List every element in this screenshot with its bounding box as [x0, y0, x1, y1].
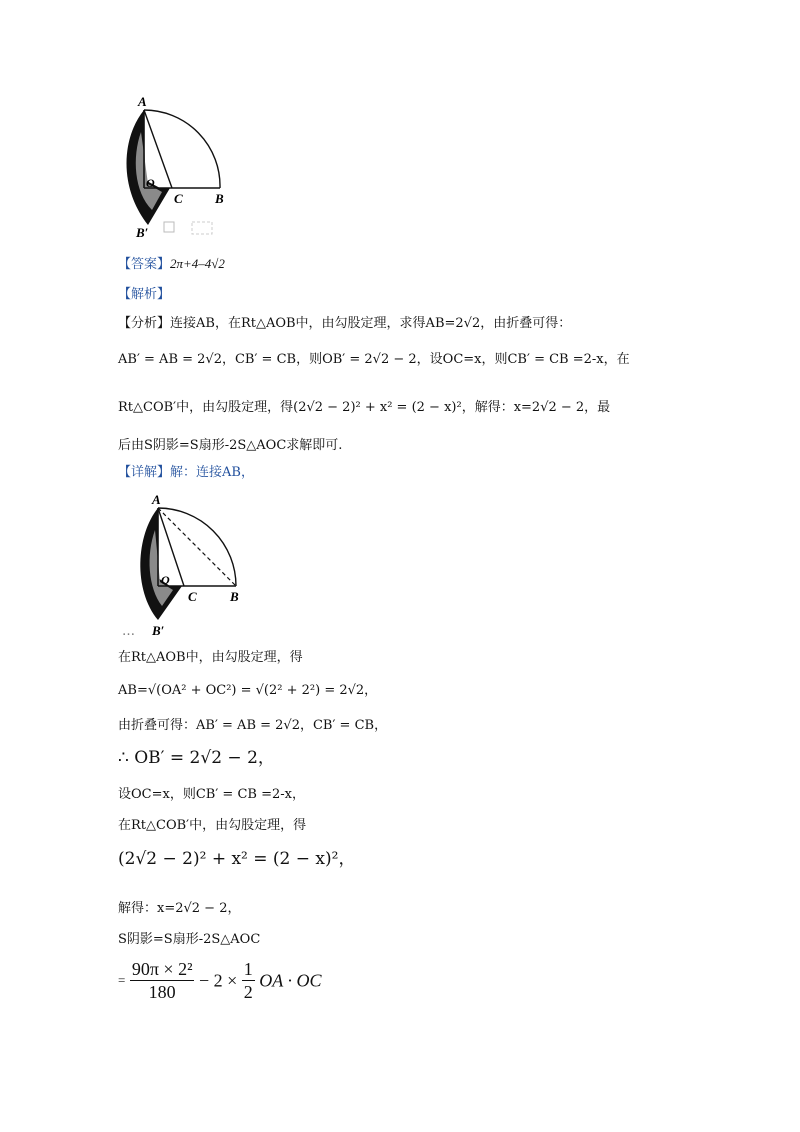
half-denominator: 2	[243, 982, 253, 1002]
detail-line-6: 在Rt△COB′中，由勾股定理，得	[118, 818, 307, 833]
detail-line-1: 在Rt△AOB中，由勾股定理，得	[118, 650, 303, 665]
detail-line-10	[118, 958, 321, 1003]
label-b: B	[215, 191, 224, 206]
detail-line-4: ∴ OB′ = 2√2 − 2，	[118, 748, 275, 768]
detail-line-5: 设OC=x，则CB′ = CB =2-x，	[118, 787, 305, 802]
label-o: O	[146, 176, 155, 190]
geometry-figure-2	[118, 490, 258, 640]
dashed-ab	[158, 508, 236, 586]
detail-heading-text: 【详解】解：连接AB，	[118, 465, 254, 480]
analysis-line-1: 【分析】连接AB，在Rt△AOB中，由勾股定理，求得AB=2√2，由折叠可得：	[118, 316, 572, 331]
detail-line-2: AB=√(OA² + OC²) = √(2² + 2²) = 2√2，	[118, 683, 378, 698]
label-a-2: A	[152, 492, 161, 507]
figure-ellipsis: …	[122, 624, 135, 639]
sector-fraction	[130, 958, 195, 1003]
analysis-heading: 【解析】	[118, 287, 171, 302]
answer-line	[118, 256, 225, 273]
label-o-2: O	[161, 573, 170, 587]
sector-numerator: 90π × 2²	[131, 959, 193, 979]
label-bprime: B′	[136, 225, 149, 240]
label-b-2: B	[230, 589, 239, 604]
oa-times-oc: OA · OC	[259, 970, 322, 991]
geometry-figure-1	[112, 92, 262, 242]
label-a: A	[138, 94, 147, 109]
detail-line-9: S阴影=S扇形-2S△AOC	[118, 932, 261, 947]
half-fraction	[242, 958, 255, 1003]
label-c: C	[174, 191, 183, 206]
half-numerator: 1	[243, 959, 253, 979]
shaded-region	[127, 110, 171, 225]
detail-heading	[118, 465, 254, 481]
answer-value: 2π+4–4√2	[170, 256, 225, 271]
analysis-line-2: AB′ = AB = 2√2，CB′ = CB，则OB′ = 2√2 − 2，设OC=x，则CB′ = CB =2-x，在	[118, 352, 630, 367]
detail-line-8: 解得：x=2√2 − 2，	[118, 901, 241, 916]
label-c-2: C	[188, 589, 197, 604]
sector-denominator: 180	[148, 982, 176, 1002]
equals-sign: =	[118, 972, 126, 988]
analysis-line-4: 后由S阴影=S扇形-2S△AOC求解即可.	[118, 438, 343, 453]
detail-line-7: (2√2 − 2)² + x² = (2 − x)²，	[118, 849, 356, 869]
minus-two-times: − 2 ×	[198, 970, 238, 991]
label-bprime-2: B′	[152, 623, 165, 638]
analysis-line-3: Rt△COB′中，由勾股定理，得(2√2 − 2)² + x² = (2 − x)²，解得：x=2√2 − 2，最	[118, 400, 611, 415]
detail-line-3: 由折叠可得：AB′ = AB = 2√2，CB′ = CB，	[118, 718, 388, 733]
arc-ab	[144, 110, 220, 188]
answer-tag: 【答案】	[118, 257, 171, 272]
